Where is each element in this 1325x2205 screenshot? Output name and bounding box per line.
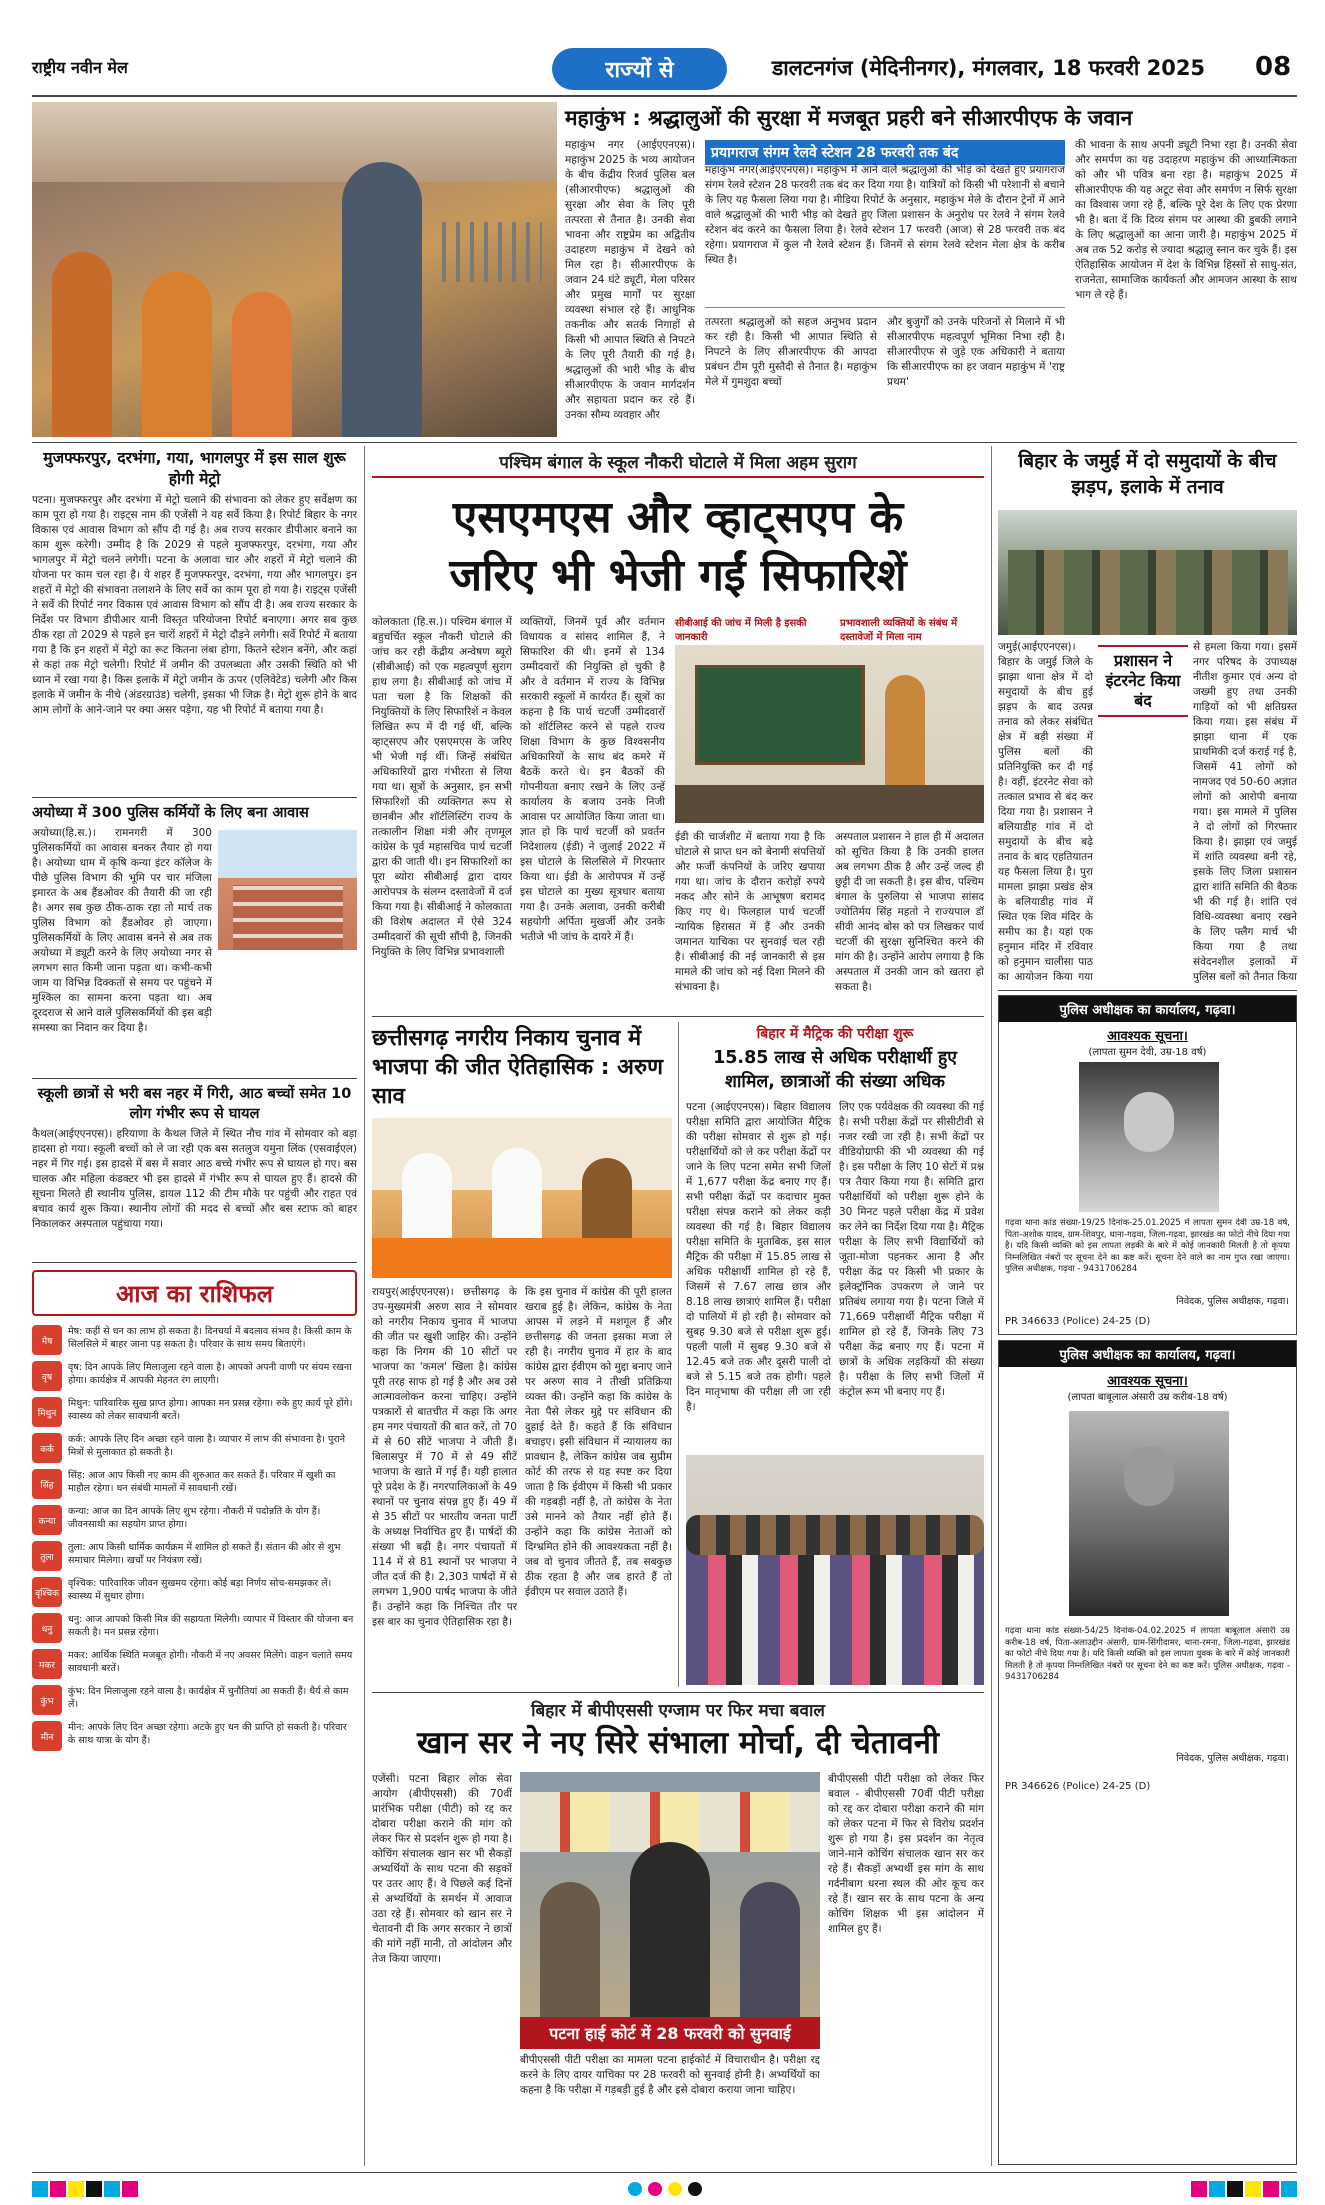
chhattisgarh-col1: रायपुर(आईएएनएस)। छत्तीसगढ़ के उप-मुख्यमंत्री अरुण साव ने सोमवार को नगरीय निकाय चुनाव में भाजपा की जीत पर खुशी जाहिर की। उन्होंने कहा कि निगम की 10 सीटों पर भाजपा का 'कमल' खिला है। कांग्रेस पूरी तरह साफ हो गई है और अब उसे आत्मावलोकन करना चाहिए। उन्होंने पत्रकारों से बातचीत में कहा कि अगर हम नगर पंचायतों की बात करें, तो 70 में से 60 सीटें भाजपा ने जीती हैं। बिलासपुर में 70 में से 49 सीटें भाजपा के खाते में गई हैं। यही हालात पूरे प्रदेश के हैं। नगरपालिकाओं के 49 स्थानों पर चुनाव संपन्न हुए हैं। 49 में से 35 सीटों पर भारतीय जनता पार्टी के अध्यक्ष निर्वाचित हुए हैं। पार्षदों की संख्या भी बढ़ी है। नगर पंचायतों में 114 में से 81 स्थानों पर भाजपा ने जीत दर्ज की है। 2,303 पार्षदों में से लगभग 1,900 पार्षद भाजपा के जीते हैं। उन्होंने कहा कि निश्चित तौर पर इस बार का चुनाव ऐतिहासिक रहा है। — [372, 1286, 517, 1628]
horoscope-item: धनु धनु: आज आपको किसी मित्र की सहायता मिलेगी। व्यापार में विस्तार की योजना बन सकती है। मन प्रसन्न रहेगा। — [32, 1613, 357, 1643]
masthead — [32, 48, 1297, 93]
horoscope-title: आज का राशिफल — [115, 1279, 274, 1308]
ayodhya-headline: अयोध्या में 300 पुलिस कर्मियों के लिए बना आवास — [32, 805, 309, 821]
notice-subject: (लापता बाबूलाल अंसारी उम्र करीब-18 वर्ष) — [1067, 1392, 1228, 1403]
missing-person-photo — [1069, 1411, 1229, 1616]
mahakumbh-col5: की भावना के साथ अपनी ड्यूटी निभा रहा है। उनकी सेवा और समर्पण का यह उदाहरण महाकुंभ की आध्यात्मिकता को और भी पवित्र बना रहा है। महाकुंभ 2025 में सीआरपीएफ की यह अटूट सेवा और समर्पण न सिर्फ सुरक्षा का विश्वास जगा रहे हैं, बल्कि पूरे देश के लिए एक प्रेरणा भी है। बता दें कि दिव्य संगम पर आस्था की डुबकी लगाने के लिए श्रद्धालुओं का आना जारी है। महाकुंभ 2025 में अब तक 52 करोड़ से ज्यादा श्रद्धालु स्नान कर चुके हैं। इस ऐतिहासिक आयोजन में देश के विभिन्न हिस्सों से साधु-संत, राजनेता, सामाजिक कार्यकर्ता और आमजन आस्था के साथ भाग ले रहे हैं। — [1075, 139, 1297, 301]
matric-kicker: बिहार में मैट्रिक की परीक्षा शुरू — [756, 1026, 914, 1042]
chhattisgarh-headline: छत्तीसगढ़ नगरीय निकाय चुनाव में भाजपा की जीत ऐतिहासिक : अरुण साव — [372, 1026, 664, 1109]
horoscope-item: मिथुन मिथुन: पारिवारिक सुख प्राप्त होगा। आपका मन प्रसन्न रहेगा। रुके हुए कार्य पूरे होंगे। स्वास्थ्य को लेकर सावधानी बरतें। — [32, 1397, 357, 1427]
horoscope-item: कन्या कन्या: आज का दिन आपके लिए शुभ रहेगा। नौकरी में पदोन्नति के योग हैं। जीवनसाथी का सहयोग प्राप्त होगा। — [32, 1505, 357, 1535]
jamui-text-2: से हमला किया गया। इसमें नगर परिषद के उपाध्यक्ष नीतीश कुमार एवं अन्य दो जख्मी हुए तथा उनकी गाड़ियों को भी क्षतिग्रस्त किया गया। इस संबंध में झाझा थाना में एक प्राथमिकी दर्ज कराई गई है, जिसमें 41 लोगों को नामजद एवं 50-60 अज्ञात लोगों को आरोपी बनाया गया। इस मामले में पुलिस ने दो लोगों को गिरफ्तार किया है। झाझा एवं जमुई में शांति व्यवस्था बनी रहे, इसके लिए जिला प्रशासन द्वारा शांति समिति की बैठक भी की गई है। शांति एवं विधि-व्यवस्था बनाए रखने के लिए फ्लैग मार्च भी किया गया है तथा संवेदनशील इलाकों में पुलिस बलों को तैनात किया — [1193, 641, 1297, 983]
dateline: डालटनगंज (मेदिनीनगर), मंगलवार, 18 फरवरी 2025 — [772, 56, 1206, 80]
bengal-col3: ईडी की चार्जशीट में बताया गया है कि घोटाले से प्राप्त धन को बेनामी संपत्तियों और फर्जी कंपनियों के जरिए खपाया गया था। जांच के दौरान करोड़ों रुपये नकद और सोने के आभूषण बरामद किए गए थे। फिलहाल पार्थ चटर्जी न्यायिक हिरासत में हैं और उनकी जमानत याचिका पर सुनवाई चल रही है। सीबीआई की नई जानकारी से इस मामले की जांच को नई दिशा मिलने की संभावना है। — [675, 831, 825, 993]
notice-missing-boy — [998, 1340, 1297, 2165]
newspaper-logo: राष्ट्रीय नवीन मेल — [32, 58, 128, 77]
bengal-col4: अस्पताल प्रशासन ने हाल ही में अदालत को सूचित किया है कि उनकी हालत अब लगभग ठीक है और उन्हें जल्द ही छुट्टी दी जा सकती है। इस बीच, पश्चिम बंगाल के पुरुलिया से भाजपा सांसद ज्योतिर्मय सिंह महतो ने राज्यपाल डॉ सीवी आनंद बोस को पत्र लिखकर पार्थ चटर्जी की सुरक्षा सुनिश्चित करने की मांग की है। उन्होंने आरोप लगाया है कि अस्पताल में उनकी जान को खतरा हो सकता है। — [835, 831, 984, 993]
print-registration-marks — [32, 2180, 1297, 2198]
zodiac-libra-icon: तुला — [32, 1541, 62, 1571]
color-bar-right — [1191, 2181, 1297, 2197]
jamui-police-photo — [998, 510, 1297, 635]
mahakumbh-col3: तत्परता श्रद्धालुओं को सहज अनुभव प्रदान कर रही है। किसी भी आपात स्थिति से निपटने के लिए सीआरपीएफ की आपदा प्रबंधन टीम पूरी मुस्तैदी से तैनात है। महाकुंभ मेले में गुमशुदा बच्चों — [705, 316, 877, 388]
horoscope-item: मकर मकर: आर्थिक स्थिति मजबूत होगी। नौकरी में नए अवसर मिलेंगे। वाहन चलाते समय सावधानी बरतें। — [32, 1649, 357, 1679]
bengal-col2: व्यक्तियों, जिनमें पूर्व और वर्तमान विधायक व सांसद शामिल हैं, ने सिफारिश की थी। इनमें से 134 उम्मीदवारों की नियुक्ति हो चुकी है और वे वर्तमान में राज्य के विभिन्न सरकारी स्कूलों में कार्यरत हैं। सूत्रों का कहना है कि पार्थ चटर्जी उम्मीदवारों को शॉर्टलिस्ट करने से पहले राज्य शिक्षा विभाग के कुछ विश्वसनीय अधिकारियों के साथ बंद कमरे में बैठकें करते थे। इन बैठकों की गोपनीयता बनाए रखने के लिए उन्हें कार्यालय के बजाय उनके निजी आवास पर आयोजित किया जाता था। ज्ञात हो कि पार्थ चटर्जी को प्रवर्तन निदेशालय (ईडी) ने जुलाई 2022 में इस घोटाले के सिलसिले में गिरफ्तार किया था। ईडी के आरोपपत्र में उन्हें इस घोटाले का मुख्य सूत्रधार बताया गया है। उनके अलावा, उनकी करीबी सहयोगी अर्पिता मुखर्जी और उनके भतीजे भी जांच के दायरे में हैं। — [520, 616, 665, 943]
bengal-headline-1: एसएमएस और व्हाट्सएप के — [452, 492, 904, 543]
horoscope-header — [32, 1270, 357, 1316]
bengal-photo-tag-2: प्रभावशाली व्यक्तियों के संबंध में दस्तावेजों में मिला नाम — [840, 618, 958, 643]
zodiac-virgo-icon: कन्या — [32, 1505, 62, 1535]
khan-kicker: बिहार में बीपीएससी एग्जाम पर फिर मचा बवाल — [531, 1701, 825, 1721]
khan-protest-photo — [520, 1772, 820, 2017]
section-rule — [32, 442, 1297, 443]
color-bar-left — [32, 2181, 138, 2197]
horoscope-item: कुंभ कुंभ: दिन मिलाजुला रहने वाला है। कार्यक्षेत्र में चुनौतियां आ सकती हैं। धैर्य से काम लें। — [32, 1685, 357, 1715]
horoscope-item: कर्क कर्क: आपके लिए दिन अच्छा रहने वाला है। व्यापार में लाभ की संभावना है। पुराने मित्रों से मुलाकात हो सकती है। — [32, 1433, 357, 1463]
bengal-photo-tag-1: सीबीआई की जांच में मिली है इसकी जानकारी — [675, 618, 807, 643]
bengal-headline-2: जरिए भी भेजी गईं सिफारिशें — [449, 550, 907, 601]
zodiac-cancer-icon: कर्क — [32, 1433, 62, 1463]
notice-sign: निवेदक, पुलिस अधीक्षक, गढ़वा। — [1176, 1296, 1289, 1307]
kaithal-headline: स्कूली छात्रों से भरी बस नहर में गिरी, आठ बच्चों समेत 10 लोग गंभीर रूप से घायल — [37, 1086, 352, 1122]
horoscope-item: वृष वृष: दिन आपके लिए मिलाजुला रहने वाला है। आपको अपनी वाणी पर संयम रखना होगा। कार्यक्षेत्र में आपकी मेहनत रंग लाएगी। — [32, 1361, 357, 1391]
horoscope-item: मीन मीन: आपके लिए दिन अच्छा रहेगा। अटके हुए धन की प्राप्ति हो सकती है। परिवार के साथ यात्रा के योग हैं। — [32, 1721, 357, 1751]
ayodhya-building-photo — [218, 830, 357, 950]
zodiac-pisces-icon: मीन — [32, 1721, 62, 1751]
khan-headline: खान सर ने नए सिरे संभाला मोर्चा, दी चेतावनी — [416, 1725, 939, 1761]
mahakumbh-col4: और बुजुर्गों को उनके परिजनों से मिलाने में भी सीआरपीएफ महत्वपूर्ण भूमिका निभा रही है। सीआरपीएफ से जुड़े एक अधिकारी ने बताया कि सीआरपीएफ का हर जवान महाकुंभ में 'राष्ट्र प्रथम' — [887, 316, 1065, 388]
exam-crowd-photo — [686, 1455, 984, 1685]
notice-title: आवश्यक सूचना। — [1107, 1374, 1188, 1389]
jamui-pullquote: प्रशासन ने इंटरनेट किया बंद — [1098, 645, 1188, 717]
press-conference-photo — [372, 1118, 672, 1278]
khan-col1: एजेंसी। पटना बिहार लोक सेवा आयोग (बीपीएससी) की 70वीं प्रारंभिक परीक्षा (पीटी) को रद्द कर दोबारा परीक्षा कराने की मांग को लेकर फिर से प्रदर्शन शुरू हो गया है। कोचिंग संचालक खान सर भी सैकड़ों अभ्यर्थियों के साथ पटना की सड़कों पर उतर आए हैं। वे पिछले कई दिनों से अभ्यर्थियों के समर्थन में आवाज उठा रहे हैं। सोमवार को खान सर ने चेतावनी दी कि अगर सरकार ने छात्रों की मांगें नहीं मानी, तो आंदोलन और तेज किया जाएगा। — [372, 1773, 512, 1965]
jamui-headline: बिहार के जमुई में दो समुदायों के बीच झड़प, इलाके में तनाव — [1018, 450, 1277, 498]
notice-office: पुलिस अधीक्षक का कार्यालय, गढ़वा। — [999, 996, 1296, 1022]
khan-photo-text: बीपीएससी पीटी परीक्षा का मामला पटना हाईकोर्ट में विचाराधीन है। परीक्षा रद्द करने के लिए दायर याचिका पर 28 फरवरी को सुनवाई होनी है। अभ्यर्थियों का कहना है कि परीक्षा में गड़बड़ी हुई है और इसे दोबारा कराया जाना चाहिए। — [520, 2054, 820, 2096]
khan-photo-caption: पटना हाई कोर्ट में 28 फरवरी को सुनवाई — [520, 2017, 820, 2049]
notice-missing-girl — [998, 995, 1297, 1335]
horoscope-list — [32, 1325, 357, 2165]
bengal-col1: कोलकाता (हि.स.)। पश्चिम बंगाल में बहुचर्चित स्कूल नौकरी घोटाले की जांच कर रही केंद्रीय अन्वेषण ब्यूरो (सीबीआई) को एक महत्वपूर्ण सुराग हाथ लगा है। सीबीआई को जांच में पता चला है कि शिक्षकों की नियुक्तियों के लिए सिफारिशें न केवल लिखित रूप में दी गई थीं, बल्कि व्हाट्सएप और एसएमएस के जरिए भी भेजी गई थीं। जिन्हें संबंधित अधिकारियों द्वारा गंभीरता से लिया गया था। सूत्रों के अनुसार, इन सभी सिफारिशों की व्यक्तिगत रूप से छानबीन और शॉर्टलिस्टिंग राज्य के तत्कालीन शिक्षा मंत्री और तृणमूल कांग्रेस के पूर्व महासचिव पार्थ चटर्जी द्वारा की जाती थी। इन सिफारिशों का पूरा ब्योरा सीबीआई द्वारा दायर आरोपपत्र के संलग्न दस्तावेजों में दर्ज किया गया है। सीबीआई ने कोलकाता की विशेष अदालत में ऐसे 324 उम्मीदवारों की सूची सौंपी है, जिनकी नियुक्ति के लिए विभिन्न प्रभावशाली — [372, 616, 512, 958]
horoscope-item: सिंह सिंह: आज आप किसी नए काम की शुरुआत कर सकते हैं। परिवार में खुशी का माहौल रहेगा। धन संबंधी मामलों में सावधानी रखें। — [32, 1469, 357, 1499]
kaithal-text: कैथल(आईएएनएस)। हरियाणा के कैथल जिले में स्थित नौच गांव में सोमवार को बड़ा हादसा हो गया। स्कूली बच्चों को ले जा रही एक बस सतलुज यमुना लिंक (एसवाईएल) नहर में गिर गई। इस हादसे में बस में सवार आठ बच्चे गंभीर रूप से घायल हो गए। बस चालक और महिला कंडक्टर भी इस हादसे में गंभीर रूप से घायल हुए हैं। हादसे की सूचना मिलते ही स्थानीय पुलिस, डायल 112 की टीम मौके पर पहुंची और राहत एवं बचाव कार्य शुरू किया। स्थानीय लोगों की मदद से बच्चों और बस स्टाफ को बाहर निकालकर अस्पताल पहुंचाया गया। — [32, 1128, 357, 1230]
jamui-text-1: जमुई(आईएएनएस)। बिहार के जमुई जिले के झाझा थाना क्षेत्र में दो समुदायों के बीच हुई झड़प के बाद उत्पन्न तनाव को लेकर संबंधित क्षेत्र में बड़ी संख्या में पुलिस बलों की प्रतिनियुक्ति कर दी गई है। वहीं, इंटरनेट सेवा को तत्काल प्रभाव से बंद कर दिया गया है। प्रशासन ने बलियाडीह गांव में दो समुदायों के बीच बढ़े तनाव के बाद एहतियातन यह फैसला लिया है। पुरा मामला झाझा प्रखंड क्षेत्र के बलियाडीह गांव में स्थित एक शिव मंदिर के समीप का है। यहां एक हनुमान मंदिर में रविवार को हनुमान चालीसा पाठ का आयोजन किया गया — [998, 641, 1093, 983]
missing-person-photo — [1079, 1062, 1219, 1212]
zodiac-capricorn-icon: मकर — [32, 1649, 62, 1679]
notice-office: पुलिस अधीक्षक का कार्यालय, गढ़वा। — [999, 1341, 1296, 1367]
ayodhya-text: अयोध्या(हि.स.)। रामनगरी में 300 पुलिसकर्मियों का आवास बनकर तैयार हो गया है। अयोध्या धाम में कृषि कन्या इंटर कॉलेज के पीछे पुलिस विभाग की भूमि पर चार मंजिला इमारत के अब हैंडओवर की तैयारी की जा रही है। अगर सब कुछ ठीक-ठाक रहा तो मार्च तक पुलिस विभाग को हैंडओवर हो जाएगा। पुलिसकर्मियों के लिए आवास बनने से अब तक अयोध्या में ड्यूटी करने के लिए अयोध्या नगर से लगभग सात किमी जाना पड़ता था। कभी-कभी जाम या विभिन्न दिक्कतों से समय पर पहुंचने में मुश्किल का सामना करना पड़ता था। अब दूरदराज से आने वाले पुलिसकर्मियों की इस बड़ी समस्या का निदान कर दिया है। — [32, 827, 212, 1034]
masthead-rule — [32, 95, 1297, 97]
section-tag: राज्यों से — [552, 48, 727, 90]
mahakumbh-col1: महाकुंभ नगर (आईएएनएस)। महाकुंभ 2025 के भव्य आयोजन के बीच केंद्रीय रिजर्व पुलिस बल (सीआरपीएफ) श्रद्धालुओं की सुरक्षा और सेवा के लिए पूरी तत्परता से तैनात है। उनकी सेवा भावना और राष्ट्रप्रेम का अद्वितीय उदाहरण महाकुंभ में देखने को मिल रहा है। सीआरपीएफ के जवान 24 घंटे ड्यूटी, मेला परिसर और प्रमुख मार्गों पर सुरक्षा व्यवस्था संभाल रहे हैं। आधुनिक तकनीक और सतर्क निगाहों से किसी भी आपात स्थिति से निपटने के लिए पूरी तैयारी की गई है। श्रद्धालुओं की भारी भीड़ के बीच सीआरपीएफ के जवान मार्गदर्शन और सहायता प्रदान कर रहे हैं। उनका सौम्य व्यवहार और — [565, 139, 695, 421]
notice-title: आवश्यक सूचना। — [1107, 1029, 1188, 1044]
page-number: 08 — [1255, 52, 1292, 82]
sangam-subheadline: प्रयागराज संगम रेलवे स्टेशन 28 फरवरी तक बंद — [705, 140, 1065, 165]
zodiac-aries-icon: मेष — [32, 1325, 62, 1355]
sangam-text: महाकुंभ नगर(आईएएनएस)। महाकुंभ में आने वाले श्रद्धालुओं की भीड़ को देखते हुए प्रयागराज संगम रेलवे स्टेशन 28 फरवरी तक बंद कर दिया गया है। यात्रियों को किसी भी परेशानी से बचाने के लिए यह फैसला लिया गया है। मीडिया रिपोर्ट के अनुसार, महाकुंभ मेले के दौरान ट्रेनों में आने वाले श्रद्धालुओं की भारी भीड़ को देखते हुए जिला प्रशासन के अनुरोध पर रेलवे ने संगम रेलवे स्टेशन बंद करने का फैसला लिया है। रेलवे स्टेशन 17 फरवरी (आज) से 28 फरवरी तक बंद रहेगा। प्रयागराज में कुल नौ रेलवे स्टेशन हैं। जिनमें से संगम रेलवे स्टेशन मेला क्षेत्र के करीब स्थित है। — [705, 163, 1065, 308]
notice-body: गढ़वा थाना कांड संख्या-54/25 दिनांक-04.02.2025 में लापता बाबूलाल अंसारी उम्र करीब-18 वर्ष, पिता-अलाउद्दीन अंसारी, ग्राम-सिंगीदामर, थाना-रमना, जिला-गढ़वा, झारखंड का फोटो नीचे दिया गया है। यदि किसी व्यक्ति को इस लापता युवक के बारे में कोई जानकारी मिलती है तो कृपया निम्नलिखित नंबरों पर सूचना देने का कष्ट करें। पुलिस अधीक्षक, गढ़वा - 9431706284 — [1005, 1626, 1290, 1682]
zodiac-sagittarius-icon: धनु — [32, 1613, 62, 1643]
horoscope-item: तुला तुला: आप किसी धार्मिक कार्यक्रम में शामिल हो सकते हैं। संतान की ओर से शुभ समाचार मिलेगा। खर्चों पर नियंत्रण रखें। — [32, 1541, 357, 1571]
horoscope-item: वृश्चिक वृश्चिक: पारिवारिक जीवन सुखमय रहेगा। कोई बड़ा निर्णय सोच-समझकर लें। स्वास्थ्य में सुधार होगा। — [32, 1577, 357, 1607]
notice-body: गढ़वा थाना कांड संख्या-19/25 दिनांक-25.01.2025 में लापता सुमन देवी उम्र-18 वर्ष, पिता-अशोक यादव, ग्राम-शिवपुर, थाना-गढ़वा, जिला-गढ़वा, झारखंड का फोटो नीचे दिया गया है। यदि किसी व्यक्ति को इस लापता लड़की के बारे में कोई जानकारी मिलती है तो कृपया निम्नलिखित नंबरों पर सूचना देने का कष्ट करें। सूचना देने वाले का नाम गुप्त रखा जाएगा। पुलिस अधीक्षक, गढ़वा - 9431706284 — [1005, 1218, 1290, 1274]
metro-headline: मुजफ्फरपुर, दरभंगा, गया, भागलपुर में इस साल शुरू होगी मेट्रो — [43, 449, 346, 488]
metro-text: पटना। मुजफ्फरपुर और दरभंगा में मेट्रो चलाने की संभावना को लेकर हुए सर्वेक्षण का काम पूरा हो गया है। राइट्स नाम की एजेंसी ने यह सर्वे किया है। रिपोर्ट बिहार के नगर विकास एवं आवास विभाग को सौंप दी गई है। अब राज्य सरकार डीपीआर बनाने का काम शुरू करेगी। उम्मीद है कि 2029 से पहले मुजफ्फरपुर, दरभंगा, गया और भागलपुर में मेट्रो चलने लगेगी। पटना के अलावा चार और शहरों में मेट्रो चलाने की योजना पर काम चल रहा है। ये शहर हैं मुजफ्फरपुर, दरभंगा, गया और भागलपुर। इन शहरों में मेट्रो की संभावना तलाशने के लिए सर्वे का काम पूरा हो गया है। राइट्स एजेंसी ने सर्वे की रिपोर्ट नगर विकास एवं आवास विभाग को सौंप दी है। अब राज्य सरकार के निर्देश पर विभाग डीपीआर यानी विस्तृत परियोजना रिपोर्ट बनाएगा। अगर सब कुछ ठीक रहा तो 2029 से पहले इन चारों शहरों में मेट्रो दौड़ने लगेगी। सर्वे रिपोर्ट में बताया गया है कि इन शहरों में मेट्रो का रूट कितना लंबा होगा, कितने स्टेशन बनेंगे, और कहां से कहां तक मेट्रो चलेगी। रिपोर्ट में जमीन की उपलब्धता और उसकी स्थिति को भी ध्यान में रखा गया है। किस इलाके में मेट्रो जमीन के ऊपर (एलिवेटेड) चलेगी और किस इलाके में जमीन के नीचे (अंडरग्राउंड) चलेगी, इसका भी जिक्र है। मेट्रो शुरू होने के बाद आम लोगों के आने-जाने पर क्या असर पड़ेगा, यह भी रिपोर्ट में बताया गया है। — [32, 494, 357, 716]
zodiac-leo-icon: सिंह — [32, 1469, 62, 1499]
chhattisgarh-col2: कि इस चुनाव में कांग्रेस की पूरी हालत खराब हुई है। लेकिन, कांग्रेस के नेता आपस में लड़ने में मशगूल हैं और छत्तीसगढ़ की जनता इसका मजा ले रही है। नगरीय चुनाव में हार के बाद कांग्रेस द्वारा ईवीएम को मुद्दा बनाए जाने पर अरुण साव ने तीखी प्रतिक्रिया व्यक्त की। उन्होंने कहा कि कांग्रेस के नेता पैसे लेकर मुद्दे पर संविधान की दुहाई देते हैं। कहते हैं कि संविधान बचाइए। इसी संविधान में न्यायालय का प्रावधान है, लेकिन कांग्रेस जब सुप्रीम कोर्ट की तरफ से यह स्पष्ट कर दिया जाता है कि ईवीएम में किसी भी प्रकार की गड़बड़ी नहीं है, तो कांग्रेस के नेता उसे मानने को तैयार नहीं होते हैं। उन्होंने कहा कि कांग्रेस नेताओं को दिग्भ्रमित होने की आवश्यकता नहीं है। जब वो चुनाव जीतते हैं, तब सबकुछ ठीक रहता है और जब हारते हैं तो ईवीएम पर सवाल उठाते हैं। — [525, 1286, 672, 1598]
matric-col2: लिए एक पर्यवेक्षक की व्यवस्था की गई है। सभी परीक्षा केंद्रों पर सीसीटीवी से नजर रखी जा रही है। सभी केंद्रों पर वीडियोग्राफी की भी व्यवस्था की गई है। इस परीक्षा के लिए 10 सेटों में प्रश्न पत्र तैयार किया गया है। समिति द्वारा परीक्षार्थियों को परीक्षा शुरू होने के 30 मिनट पहले परीक्षा केंद्र में प्रवेश कर लेने का निर्देश दिया गया है। मैट्रिक परीक्षा के लिए सभी विद्यार्थियों को जूता-मोजा पहनकर आना है और परीक्षा केंद्र पर किसी भी प्रकार के इलेक्ट्रॉनिक उपकरण ले जाने पर प्रतिबंध लगाया गया है। पटना जिले में 71,669 परीक्षार्थी मैट्रिक परीक्षा में शामिल हो रहे हैं, जिनके लिए 73 परीक्षा केंद्र बनाए गए हैं। पटना में छात्रों के अधिक लड़कियों की संख्या है। परीक्षा के लिए सभी जिलों में कंट्रोल रूम भी बनाए गए हैं। — [839, 1101, 984, 1398]
horoscope-item: मेष मेष: कहीं से धन का लाभ हो सकता है। दिनचर्या में बदलाव संभव है। किसी काम के सिलसिले में बाहर जाना पड़ सकता है। परिवार के साथ समय बिताएंगे। — [32, 1325, 357, 1355]
zodiac-gemini-icon: मिथुन — [32, 1397, 62, 1427]
zodiac-aquarius-icon: कुंभ — [32, 1685, 62, 1715]
bengal-kicker: पश्चिम बंगाल के स्कूल नौकरी घोटाले में मिला अहम सुराग — [372, 450, 984, 478]
notice-sign: निवेदक, पुलिस अधीक्षक, गढ़वा। — [1176, 1753, 1289, 1764]
notice-pr: PR 346633 (Police) 24-25 (D) — [1005, 1316, 1151, 1327]
color-dots-center — [628, 2182, 702, 2196]
khan-col3: बीपीएससी पीटी परीक्षा को लेकर फिर बवाल - बीपीएससी 70वीं पीटी परीक्षा को रद्द कर दोबारा परीक्षा कराने की मांग को लेकर पटना में फिर से विरोध प्रदर्शन शुरू हो गया है। इस प्रदर्शन का नेतृत्व जाने-माने कोचिंग संचालक खान सर कर रहे हैं। सैकड़ों अभ्यर्थी इस मांग के साथ गर्दनीबाग धरना स्थल की ओर कूच कर रहे हैं। खान सर के साथ पटना के अन्य कोचिंग शिक्षक भी इस आंदोलन में शामिल हुए हैं। — [828, 1773, 984, 1935]
notice-pr: PR 346626 (Police) 24-25 (D) — [1005, 1781, 1151, 1792]
zodiac-taurus-icon: वृष — [32, 1361, 62, 1391]
matric-col1: पटना (आईएएनएस)। बिहार विद्यालय परीक्षा समिति द्वारा आयोजित मैट्रिक की परीक्षा सोमवार से शुरू हो गई। परीक्षार्थियों को ले कर परीक्षा केंद्रों पर जाने के लिए पटना समेत सभी जिलों में 1,677 परीक्षा केंद्र बनाए गए हैं। सभी परीक्षा केंद्रों पर कदाचार मुक्त परीक्षा संपन्न कराने को लेकर कड़ी व्यवस्था की गई है। बिहार विद्यालय परीक्षा समिति के मुताबिक, इस साल मैट्रिक की परीक्षा में 15.85 लाख से अधिक परीक्षार्थी शामिल हो रहे हैं, जिसमें से 7.67 लाख छात्र और 8.18 लाख छात्राएं शामिल हैं। परीक्षा दो पालियों में हो रही है। सोमवार को सुबह 9.30 बजे से परीक्षा शुरू हुई। पहली पाली में सुबह 9.30 बजे से 12.45 बजे तक और दूसरी पाली दो बजे से 5.15 बजे तक होगी। पहले दिन मातृभाषा की परीक्षा ली जा रही है। — [686, 1101, 831, 1413]
matric-headline: 15.85 लाख से अधिक परीक्षार्थी हुए शामिल, छात्राओं की संख्या अधिक — [713, 1048, 957, 1092]
mahakumbh-headline: महाकुंभ : श्रद्धालुओं की सुरक्षा में मजबूत प्रहरी बने सीआरपीएफ के जवान — [565, 106, 1133, 130]
mahakumbh-photo — [32, 102, 557, 437]
zodiac-scorpio-icon: वृश्चिक — [32, 1577, 62, 1607]
notice-subject: (लापता सुमन देवी, उम्र-18 वर्ष) — [1088, 1047, 1207, 1058]
classroom-photo — [675, 645, 984, 823]
